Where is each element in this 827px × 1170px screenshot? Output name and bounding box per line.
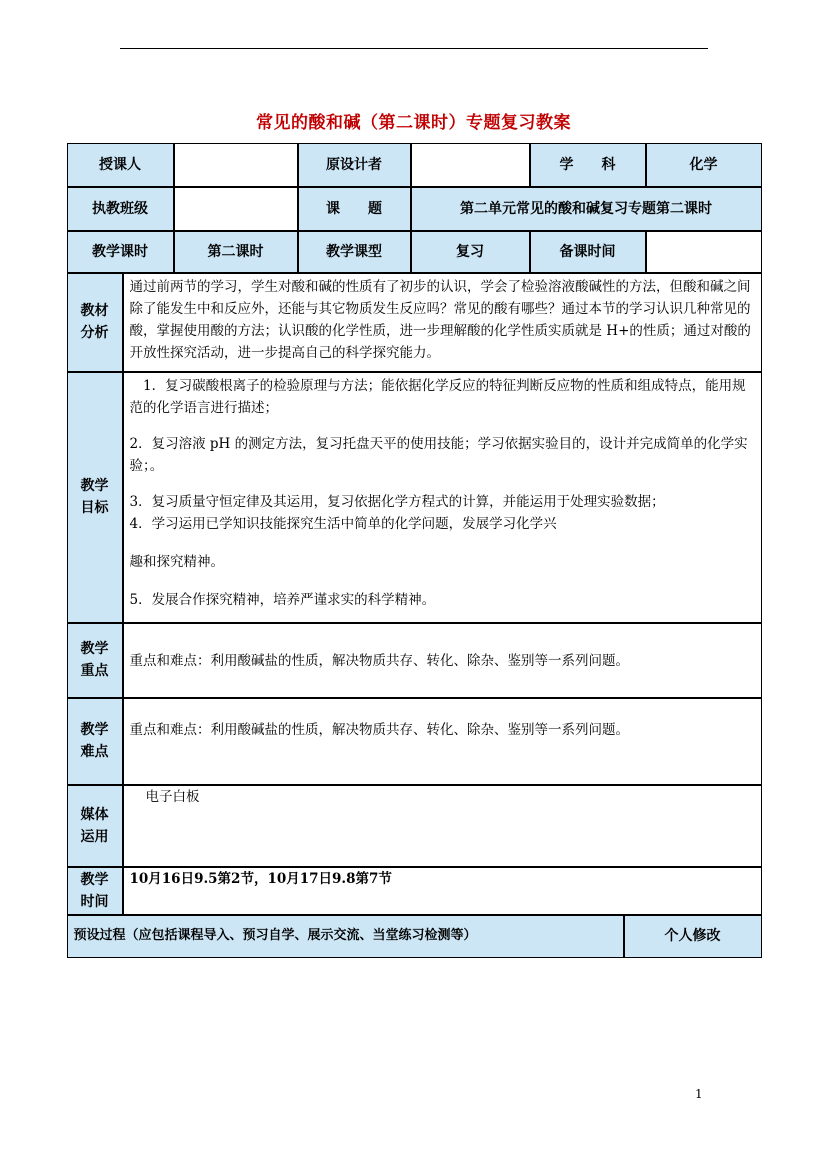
objective-item: 2．复习溶液 pH 的测定方法，复习托盘天平的使用技能；学习依据实验目的，设计并完成简单的化学实验；。 <box>129 435 748 474</box>
objective-item: 5．发展合作探究精神，培养严谨求实的科学精神。 <box>129 591 436 608</box>
prep-time-value <box>646 231 762 273</box>
subject-label: 学 科 <box>530 143 646 187</box>
lesson-type-label: 教学课型 <box>298 231 411 273</box>
media-label: 媒体运用 <box>67 785 123 867</box>
objectives-list <box>123 372 762 623</box>
page-number: 1 <box>695 1087 703 1101</box>
objective-item: 4．学习运用已学知识技能探究生活中简单的化学问题，发展学习化学兴 <box>129 515 557 532</box>
designer-label: 原设计者 <box>298 143 411 187</box>
analysis-text: 通过前两节的学习，学生对酸和碱的性质有了初步的认识，学会了检验溶液酸碱性的方法，但酸和碱之间除了能发生中和反应外，还能与其它物质发生反应吗？常见的酸有哪些？通过本节的学习认识几种常见的酸，掌握使用酸的方法；认识酸的化学性质，进一步理解酸的化学性质实质就是 H+的性质；通过对酸的开放性探究活动，进一步提高自己的科学探究能力。 <box>123 273 762 372</box>
difficulties-label: 教学难点 <box>67 698 123 785</box>
period-label: 教学课时 <box>67 231 174 273</box>
key-points-label: 教学重点 <box>67 623 123 698</box>
teacher-label: 授课人 <box>67 143 174 187</box>
prep-time-label: 备课时间 <box>530 231 646 273</box>
subject-value: 化学 <box>646 143 762 187</box>
lesson-type-value: 复习 <box>411 231 530 273</box>
schedule-label: 教学时间 <box>67 867 123 915</box>
document-title: 常见的酸和碱（第二课时）专题复习教案 <box>256 113 571 133</box>
schedule-text: 10月16日9.5第2节，10月17日9.8第7节 <box>123 867 762 915</box>
class-value <box>174 187 298 231</box>
designer-value <box>411 143 530 187</box>
difficulties-text: 重点和难点：利用酸碱盐的性质，解决物质共存、转化、除杂、鉴别等一系列问题。 <box>123 698 762 785</box>
key-points-text: 重点和难点：利用酸碱盐的性质，解决物质共存、转化、除杂、鉴别等一系列问题。 <box>123 623 762 698</box>
analysis-label: 教材分析 <box>67 273 123 372</box>
class-label: 执教班级 <box>67 187 174 231</box>
media-text: 电子白板 <box>123 785 762 867</box>
objective-item: 趣和探究精神。 <box>129 553 224 570</box>
topic-label: 课 题 <box>298 187 411 231</box>
objectives-label: 教学目标 <box>67 372 123 623</box>
period-value: 第二课时 <box>174 231 298 273</box>
objective-item: 3．复习质量守恒定律及其运用，复习依据化学方程式的计算，并能运用于处理实验数据； <box>129 493 665 510</box>
teacher-value <box>174 143 298 187</box>
topic-value: 第二单元常见的酸和碱复习专题第二课时 <box>411 187 762 231</box>
personal-revision-label: 个人修改 <box>624 915 762 958</box>
objective-item: 1．复习碳酸根离子的检验原理与方法；能依据化学反应的特征判断反应物的性质和组成特点，能用规范的化学语言进行描述； <box>129 377 746 416</box>
header-rule <box>120 48 708 49</box>
process-label: 预设过程（应包括课程导入、预习自学、展示交流、当堂练习检测等） <box>67 915 624 958</box>
